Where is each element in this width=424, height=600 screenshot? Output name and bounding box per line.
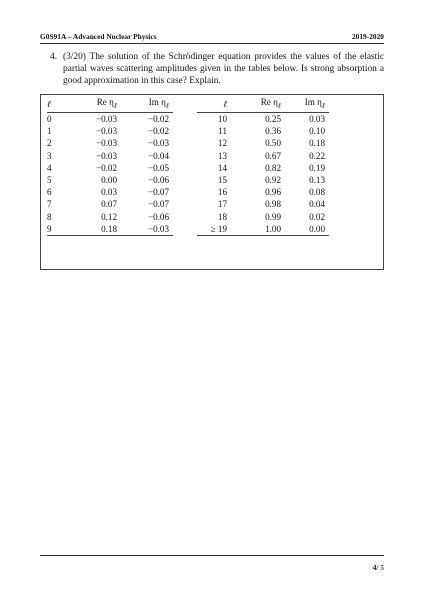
cell-l: 7 [47,199,52,210]
cell-re: 1.00 [233,223,283,236]
cell-im: −0.02 [147,114,169,125]
cell-l: 1 [47,126,52,137]
header-l: ℓ [197,96,233,113]
cell-l: 13 [217,150,227,161]
cell-l: 16 [217,187,227,198]
cell-l: 14 [217,162,227,173]
table-row [47,150,173,162]
table-row [197,174,329,186]
table-row [197,125,329,137]
table-header-row [197,96,329,113]
table-row [47,198,173,210]
cell-l: ≥ 19 [197,223,233,236]
cell-im: −0.03 [119,223,173,236]
cell-l: 11 [218,126,227,137]
header-re-label: Re η [260,97,278,107]
cell-im: 0.02 [309,211,325,222]
academic-year: 2019-2020 [351,32,384,41]
cell-re: 0.98 [265,199,281,210]
table-row [47,113,173,126]
table-row [197,162,329,174]
cell-l: 0 [47,114,52,125]
header-re [59,96,119,113]
question-block [50,52,384,87]
cell-im: 0.04 [309,199,325,210]
cell-im: −0.03 [147,138,169,149]
header-re-sub: ℓ [277,100,281,110]
cell-im: −0.06 [147,211,169,222]
cell-l: 2 [47,138,52,149]
header-im-label: Im η [148,97,166,107]
table-row [197,137,329,149]
cell-re: −0.02 [95,162,117,173]
cell-re: 0.12 [101,211,117,222]
table-row [197,186,329,198]
cell-im: −0.05 [147,162,169,173]
cell-re: 0.18 [59,223,119,236]
cell-im: 0.22 [309,150,325,161]
cell-re: 0.99 [265,211,281,222]
table-row [197,150,329,162]
header-l: ℓ [47,96,59,113]
cell-l: 10 [217,114,227,125]
cell-l: 18 [217,211,227,222]
cell-im: −0.07 [147,199,169,210]
cell-l: 12 [217,138,227,149]
header-re-sub: ℓ [113,100,117,110]
cell-re: 0.92 [265,175,281,186]
cell-im: 0.08 [309,187,325,198]
header-re [233,96,283,113]
cell-re: −0.03 [95,114,117,125]
cell-re: 0.96 [265,187,281,198]
header-im [119,96,173,113]
cell-l: 15 [217,175,227,186]
header-im-label: Im η [304,97,322,107]
table-row [197,211,329,223]
cell-im: −0.02 [147,126,169,137]
cell-im: −0.07 [147,187,169,198]
cell-im: 0.13 [309,175,325,186]
cell-re: 0.07 [101,199,117,210]
page-separator: / [376,563,381,572]
table-row [47,137,173,149]
cell-im: 0.18 [309,138,325,149]
cell-re: 0.00 [101,175,117,186]
cell-im: 0.03 [309,114,325,125]
header-re-label: Re η [96,97,114,107]
footer-rule [40,555,384,556]
cell-im: −0.04 [147,150,169,161]
cell-re: −0.03 [95,138,117,149]
table-body-right [197,113,329,236]
cell-re: 0.36 [265,126,281,137]
amplitude-table-left [47,96,173,236]
header-im-sub: ℓ [165,100,169,110]
cell-re: 0.50 [265,138,281,149]
table-row [197,198,329,210]
header-im [283,96,329,113]
table-row [47,162,173,174]
cell-l: 9 [47,223,59,236]
table-row [47,125,173,137]
question-text: (3/20) The solution of the Schrödinger equation provides the values of the elastic partial waves scattering amplitudes given in the tables below. Is strong absorption a good approximation in this case? Explain. [63,52,384,86]
cell-re: −0.03 [95,150,117,161]
cell-l: 5 [47,175,52,186]
cell-l: 6 [47,187,52,198]
page-number [373,563,384,572]
table-row [47,211,173,223]
table-row [47,186,173,198]
amplitude-table-right [197,96,329,236]
table-row [47,223,173,236]
page-header [40,32,384,41]
cell-re: 0.03 [101,187,117,198]
cell-im: 0.10 [309,126,325,137]
cell-im: 0.00 [283,223,329,236]
page-current: 4 [372,563,377,572]
table-row [197,113,329,126]
cell-im: −0.06 [147,175,169,186]
page-total-link[interactable]: 5 [380,563,384,572]
header-rule [40,43,384,44]
table-row [197,223,329,236]
cell-l: 17 [217,199,227,210]
cell-l: 3 [47,150,52,161]
table-header-row [47,96,173,113]
question-number: 4. [50,52,58,62]
header-im-sub: ℓ [321,100,325,110]
table-row [47,174,173,186]
cell-im: 0.19 [309,162,325,173]
cell-re: −0.03 [95,126,117,137]
cell-re: 0.25 [265,114,281,125]
table-body-left [47,113,173,236]
cell-l: 8 [47,211,52,222]
cell-l: 4 [47,162,52,173]
course-title: G0S91A – Advanced Nuclear Physics [40,32,157,41]
cell-re: 0.82 [265,162,281,173]
cell-re: 0.67 [265,150,281,161]
